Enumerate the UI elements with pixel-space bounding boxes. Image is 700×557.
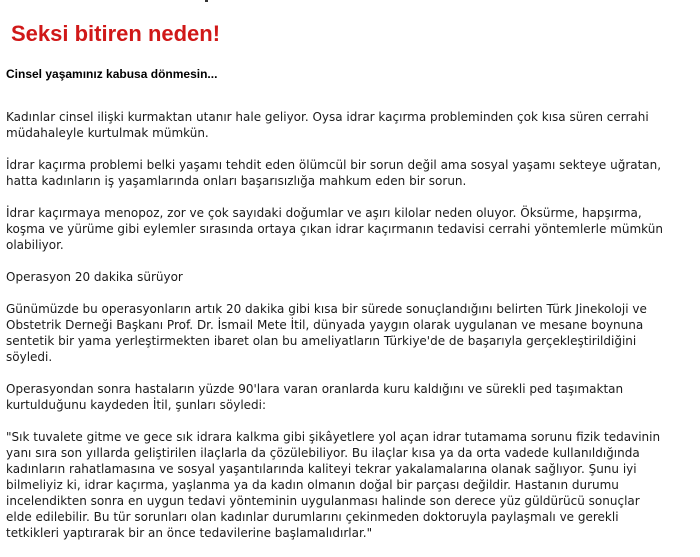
article-section-heading: Operasyon 20 dakika sürüyor: [6, 270, 183, 284]
article-subheadline: Cinsel yaşamınız kabusa dönmesin...: [6, 67, 218, 81]
article-paragraph-3: İdrar kaçırmaya menopoz, zor ve çok sayıdaki doğumlar ve aşırı kilolar neden oluyor. Öksürme, hapşırma, koşma ve yürüme gibi eylemler sırasında ortaya çıkan idrar kaçırmanın tedavisi cerrahi yöntemlerle mümkün olabiliyor.: [6, 206, 663, 252]
top-edge-mark: [0, 0, 700, 4]
article-body: [6, 109, 696, 557]
article-headline: Seksi bitiren neden!: [11, 21, 221, 46]
article-paragraph-5: Operasyondan sonra hastaların yüzde 90'lara varan oranlarda kuru kaldığını ve sürekli ped taşımaktan kurtulduğunu kaydeden İtil, şunları söyledi:: [6, 382, 624, 412]
article-paragraph-1: Kadınlar cinsel ilişki kurmaktan utanır hale geliyor. Oysa idrar kaçırma probleminden çok kısa süren cerrahi müdahaleyle kurtulmak mümkün.: [6, 110, 649, 140]
article-paragraph-4: Günümüzde bu operasyonların artık 20 dakika gibi kısa bir sürede sonuçlandığını belirten Türk Jinekoloji ve Obstetrik Derneği Başkanı Prof. Dr. İsmail Mete İtil, dünyada yaygın olarak uygulanan ve mesane boynuna sentetik bir yama yerleştirmekten ibaret olan bu ameliyatların Türkiye'de de başarıyla gerçekleştirildiğini söyledi.: [6, 302, 647, 364]
crop-tick: [205, 0, 208, 2]
article-paragraph-2: İdrar kaçırma problemi belki yaşamı tehdit eden ölümcül bir sorun değil ama sosyal yaşamı sekteye uğratan, hatta kadınların iş yaşamlarında onları başarısızlığa mahkum eden bir sorun.: [6, 158, 662, 188]
article-quote: "Sık tuvalete gitme ve gece sık idrara kalkma gibi şikâyetlere yol açan idrar tutamama sorunu fizik tedavinin yanı sıra son yıllarda geliştirilen ilaçlarla da çözülebiliyor. Bu ilaçlar kısa ya da orta vadede kullanıldığında kadınların rahatlamasına ve sosyal yaşantılarında kaliteyi tekrar yakalamalarına olanak sağlıyor. Şunu iyi bilmeliyiz ki, idrar kaçırma, yaşlanma ya da kadın olmanın doğal bir parçası değildir. Hastanın durumu incelendikten sonra en uygun tedavi yönteminin uygulanması halinde son derece yüz güldürücü sonuçlar elde edilebilir. Bu tür sorunları olan kadınlar durumlarını çekinmeden doktoruyla paylaşmalı ve gerekli tetkikleri yaptırarak bir an önce tedavilerine başlamalıdırlar.": [6, 430, 661, 540]
